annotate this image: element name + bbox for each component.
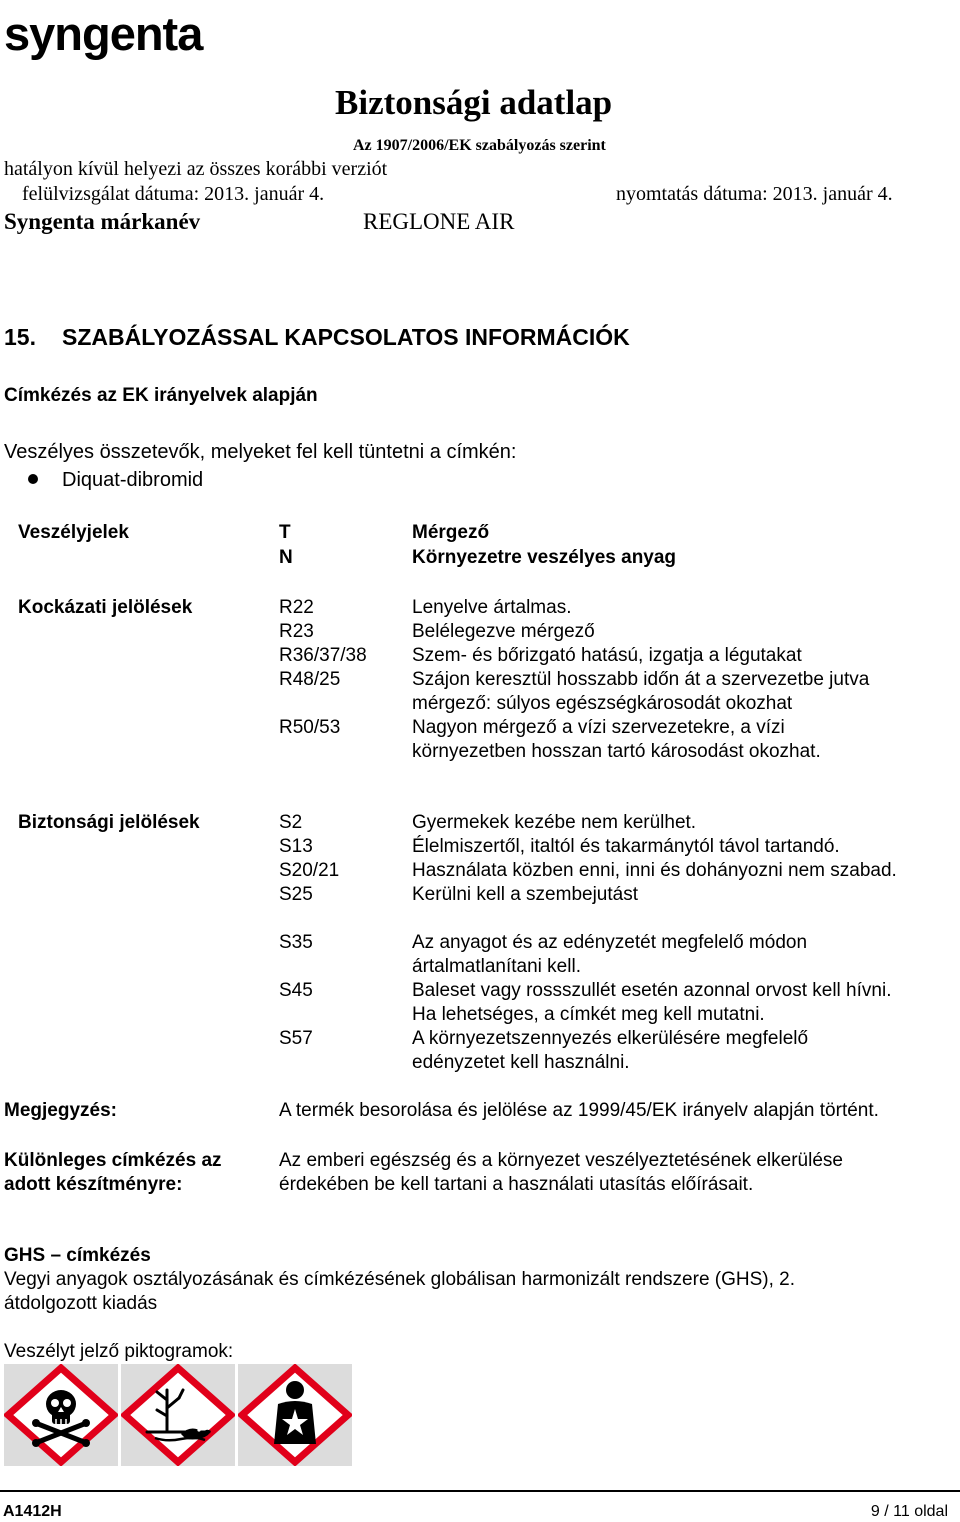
- hazard-symbols-label: Veszélyjelek: [18, 522, 129, 543]
- special-labelling-text: Az emberi egészség és a környezet veszélyeztetésének elkerülése: [279, 1150, 843, 1171]
- risk-code: R36/37/38: [279, 645, 367, 666]
- risk-text: Szájon keresztül hosszabb időn át a szervezetbe jutva: [412, 669, 870, 690]
- section-number: 15.: [4, 324, 36, 350]
- document-title: Biztonsági adatlap: [335, 83, 613, 122]
- safety-code: S45: [279, 980, 313, 1001]
- hazard-text: Környezetre veszélyes anyag: [412, 547, 677, 568]
- supersedes-note: hatályon kívül helyezi az összes korábbi verziót: [4, 158, 388, 180]
- syngenta-logo: syngenta: [4, 7, 203, 60]
- ingredient-item: Diquat-dibromid: [62, 469, 204, 491]
- health-hazard-icon: [238, 1364, 352, 1466]
- risk-phrases-label: Kockázati jelölések: [18, 597, 193, 618]
- safety-code: S35: [279, 932, 313, 953]
- risk-code: R48/25: [279, 669, 341, 690]
- environment-icon: [121, 1364, 235, 1466]
- page-number: 9 / 11 oldal: [870, 1503, 948, 1520]
- special-labelling-text: érdekében be kell tartani a használati utasítás előírásait.: [279, 1174, 754, 1195]
- safety-text: Gyermekek kezébe nem kerülhet.: [412, 812, 697, 833]
- safety-text: ártalmatlanítani kell.: [412, 956, 581, 977]
- safety-text: Használata közben enni, inni és dohányozni nem szabad.: [412, 860, 897, 881]
- hazard-text: Mérgező: [412, 522, 490, 543]
- notes-label: Megjegyzés:: [4, 1100, 117, 1121]
- special-labelling-label: Különleges címkézés az: [4, 1150, 222, 1171]
- safety-text: edényzetet kell használni.: [412, 1052, 630, 1073]
- labelling-heading: Címkézés az EK irányelvek alapján: [4, 385, 318, 406]
- safety-code: S2: [279, 812, 303, 833]
- regulation-line: Az 1907/2006/EK szabályozás szerint: [353, 137, 606, 154]
- special-labelling-label: adott készítményre:: [4, 1174, 183, 1195]
- hazard-code: N: [279, 547, 293, 568]
- ghs-description: átdolgozott kiadás: [4, 1293, 158, 1314]
- risk-text: Belélegezve mérgező: [412, 621, 595, 642]
- safety-code: S13: [279, 836, 313, 857]
- brand-label: Syngenta márkanév: [4, 209, 201, 234]
- safety-text: A környezetszennyezés elkerülésére megfelelő: [412, 1028, 809, 1049]
- bullet-icon: [28, 474, 38, 484]
- safety-code: S57: [279, 1028, 313, 1049]
- risk-text: környezetben hosszan tartó károsodást okozhat.: [412, 741, 821, 762]
- safety-text: Kerülni kell a szembejutást: [412, 884, 638, 905]
- ingredients-heading: Veszélyes összetevők, melyeket fel kell tüntetni a címkén:: [4, 441, 517, 463]
- pictograms-label: Veszélyt jelző piktogramok:: [4, 1341, 234, 1362]
- safety-code: S20/21: [279, 860, 340, 881]
- risk-code: R23: [279, 621, 314, 642]
- risk-text: Szem- és bőrizgató hatású, izgatja a légutakat: [412, 645, 802, 666]
- notes-text: A termék besorolása és jelölése az 1999/45/EK irányelv alapján történt.: [279, 1100, 879, 1121]
- safety-phrases-label: Biztonsági jelölések: [18, 812, 200, 833]
- safety-text: Baleset vagy rossszullét esetén azonnal orvost kell hívni.: [412, 980, 892, 1001]
- pictogram-row: [4, 1364, 352, 1466]
- risk-text: Nagyon mérgező a vízi szervezetekre, a vízi: [412, 717, 785, 738]
- safety-text: Az anyagot és az edényzetét megfelelő módon: [412, 932, 808, 953]
- document-code: A1412H: [3, 1503, 62, 1520]
- ghs-description: Vegyi anyagok osztályozásának és címkézésének globálisan harmonizált rendszere (GHS), 2.: [4, 1269, 796, 1290]
- safety-text: Élelmiszertől, italtól és takarmánytól távol tartandó.: [412, 836, 840, 857]
- risk-code: R50/53: [279, 717, 341, 738]
- risk-text: mérgező: súlyos egészségkárosodát okozhat: [412, 693, 793, 714]
- safety-code: S25: [279, 884, 313, 905]
- hazard-code: T: [279, 522, 291, 543]
- revision-date: felülvizsgálat dátuma: 2013. január 4.: [22, 183, 325, 205]
- risk-text: Lenyelve ártalmas.: [412, 597, 572, 618]
- footer-divider: [0, 1490, 960, 1492]
- skull-crossbones-icon: [4, 1364, 118, 1466]
- risk-code: R22: [279, 597, 314, 618]
- print-date: nyomtatás dátuma: 2013. január 4.: [616, 183, 893, 205]
- safety-text: Ha lehetséges, a címkét meg kell mutatni.: [412, 1004, 765, 1025]
- section-title: SZABÁLYOZÁSSAL KAPCSOLATOS INFORMÁCIÓK: [62, 324, 630, 350]
- brand-value: REGLONE AIR: [363, 209, 515, 234]
- ghs-heading: GHS – címkézés: [4, 1245, 151, 1266]
